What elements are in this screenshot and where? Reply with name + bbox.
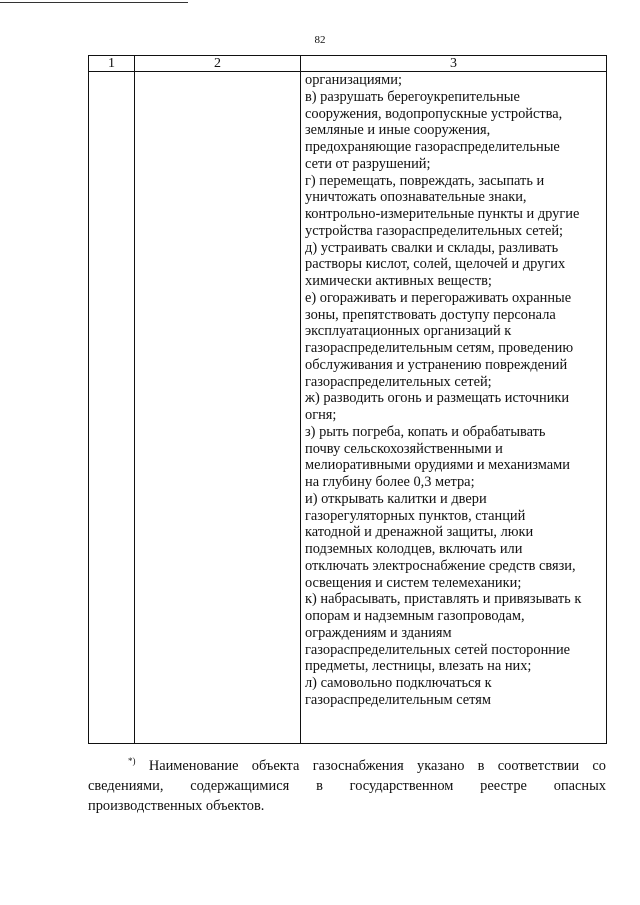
- text-line: газораспределительных сетей;: [305, 373, 492, 390]
- text-line: подземных колодцев, включать или: [305, 541, 523, 557]
- column-header-2: 2: [135, 56, 301, 72]
- text-line: з) рыть погреба, копать и обрабатывать: [305, 423, 546, 440]
- text-line: почву сельскохозяйственными и: [305, 440, 503, 457]
- text-line: освещения и систем телемеханики;: [305, 574, 522, 591]
- text-line: газораспределительным сетям, проведению: [305, 340, 574, 356]
- text-line: в) разрушать берегоукрепительные: [305, 88, 520, 105]
- footnote: [88, 756, 606, 816]
- text-line: отключать электроснабжение средств связи,: [305, 557, 576, 574]
- text-line: опорам и надземным газопроводам,: [305, 608, 525, 624]
- text-line: обслуживания и устранению повреждений: [305, 356, 568, 373]
- text-line: растворы кислот, солей, щелочей и других: [305, 256, 566, 273]
- text-line: предохраняющие газораспределительные: [305, 139, 560, 155]
- text-line: огня;: [305, 407, 337, 423]
- text-line: газораспределительных сетей посторонние: [305, 641, 571, 658]
- column-header-1: 1: [89, 56, 135, 72]
- text-line: мелиоративными орудиями и механизмами: [305, 457, 570, 474]
- text-line: устройства газораспределительных сетей;: [305, 222, 564, 239]
- table-cell-col3: [301, 72, 607, 744]
- text-line: газорегуляторных пунктов, станций: [305, 507, 526, 524]
- text-line: на глубину более 0,3 метра;: [305, 474, 475, 490]
- text-line: ж) разводить огонь и размещать источники: [305, 390, 570, 407]
- page-number: 82: [314, 34, 326, 46]
- column-header-3: 3: [301, 56, 607, 72]
- footnote-line: производственных объектов.: [88, 798, 265, 814]
- text-line: химически активных веществ;: [305, 273, 492, 289]
- text-line: л) самовольно подключаться к: [305, 675, 492, 691]
- text-line: земляные и иные сооружения,: [305, 122, 491, 139]
- text-line: г) перемещать, повреждать, засыпать и: [305, 172, 545, 189]
- footnote-marker: *): [128, 756, 136, 767]
- text-line: контрольно-измерительные пункты и другие: [305, 206, 580, 222]
- text-line: к) набрасывать, приставлять и привязывать к: [305, 591, 582, 608]
- text-line: ограждениям и зданиям: [305, 624, 452, 641]
- text-line: эксплуатационных организаций к: [305, 323, 512, 340]
- text-line: сети от разрушений;: [305, 155, 431, 172]
- header-rule: [0, 2, 188, 3]
- text-line: газораспределительным сетям: [305, 691, 492, 708]
- text-line: катодной и дренажной защиты, люки: [305, 524, 534, 541]
- footnote-text: Наименование объекта газоснабжения указано в соответствии со: [148, 758, 606, 774]
- table-row: [89, 72, 607, 744]
- text-line: и) открывать калитки и двери: [305, 490, 487, 507]
- text-line: зоны, препятствовать доступу персонала: [305, 306, 556, 323]
- text-line: д) устраивать свалки и склады, разливать: [305, 239, 559, 256]
- table-cell-col2: [135, 72, 301, 744]
- text-line: е) огораживать и перегораживать охранные: [305, 289, 572, 306]
- table-header-row: [89, 56, 607, 72]
- table-cell-col1: [89, 72, 135, 744]
- text-line: организациями;: [305, 72, 402, 88]
- text-line: уничтожать опознавательные знаки,: [305, 189, 527, 206]
- text-line: сооружения, водопропускные устройства,: [305, 105, 563, 122]
- footnote-line: [88, 756, 606, 776]
- footnote-line: сведениями, содержащимися в государственном реестре опасных: [88, 778, 606, 794]
- document-table: [88, 55, 607, 744]
- text-line: предметы, лестницы, влезать на них;: [305, 658, 532, 675]
